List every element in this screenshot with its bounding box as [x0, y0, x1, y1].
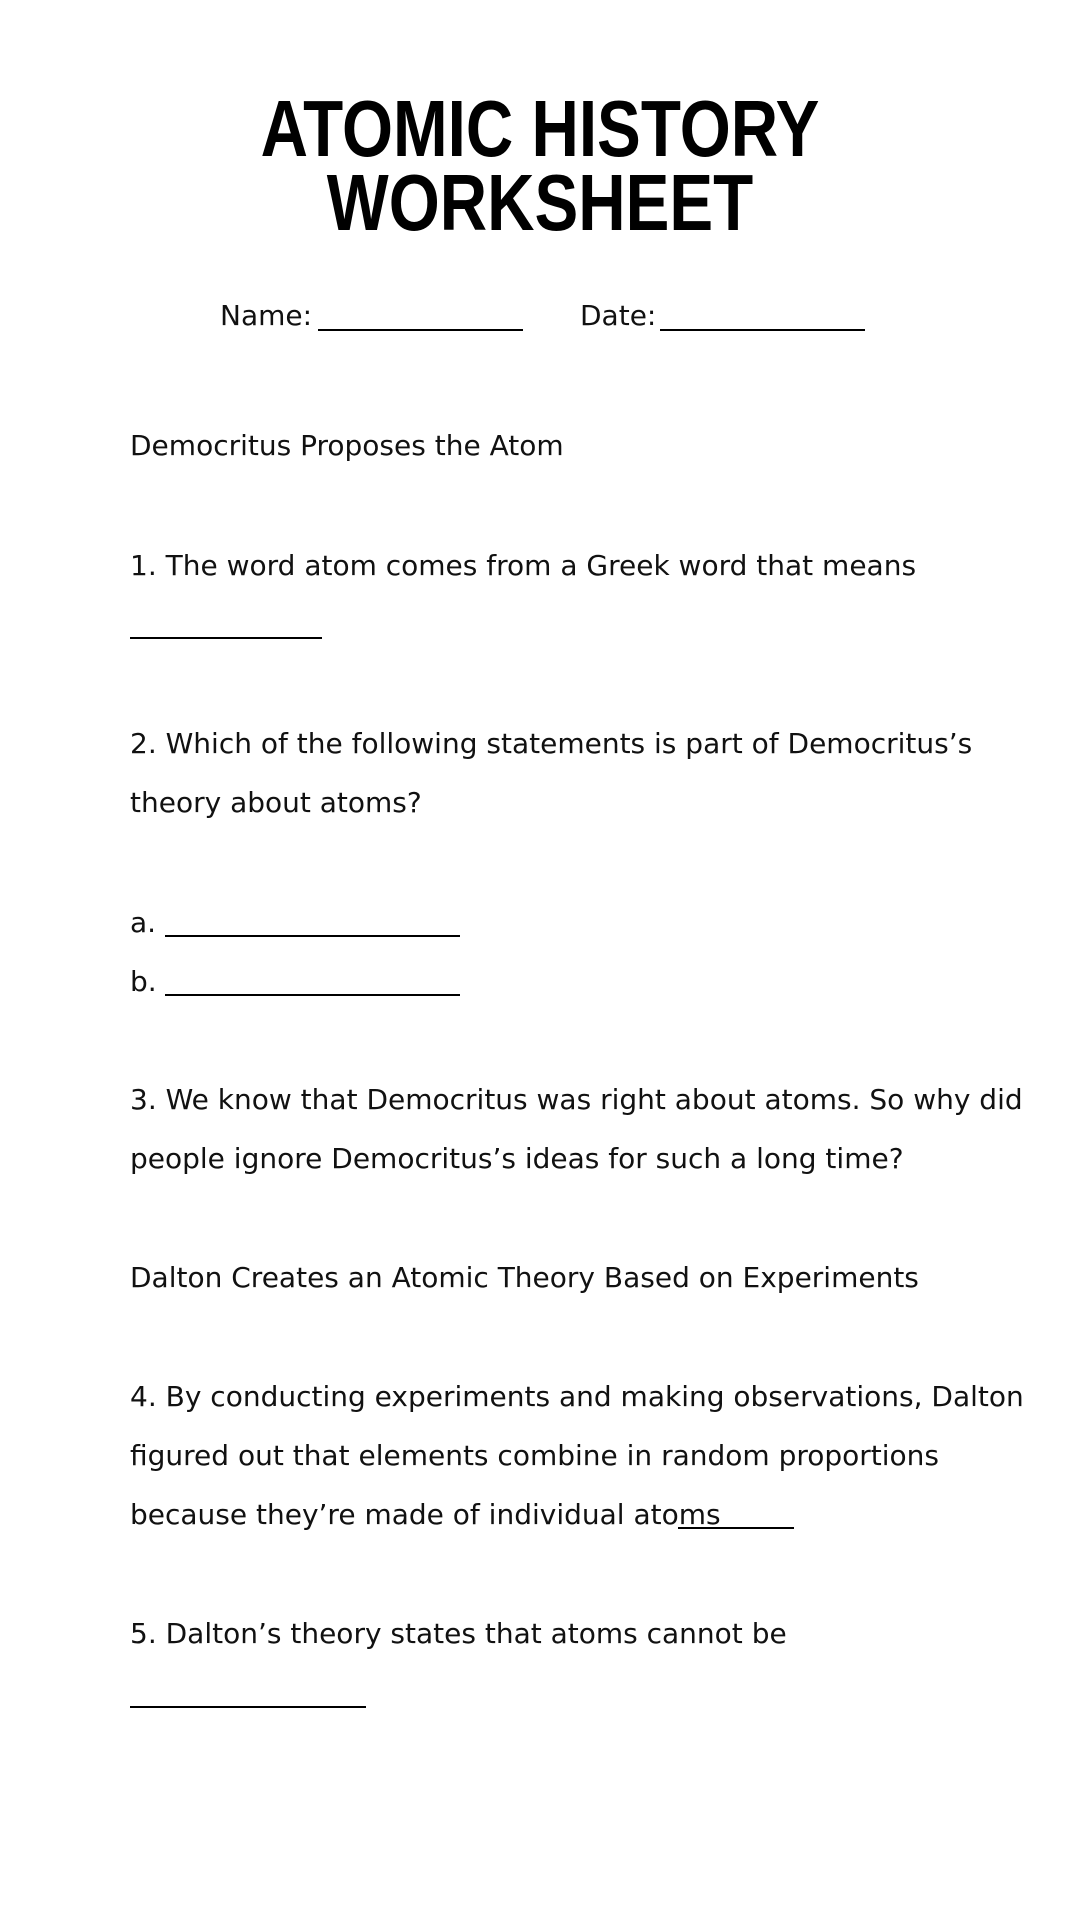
date-label: Date: — [580, 299, 657, 332]
question-2-option-a-label: a. — [130, 906, 157, 939]
title-line-2: WORKSHEET — [326, 158, 754, 247]
question-5-answer-blank[interactable] — [130, 1706, 366, 1708]
worksheet-title — [97, 84, 983, 247]
name-label: Name: — [220, 299, 313, 332]
question-2-option-a-blank[interactable] — [165, 935, 460, 937]
question-4-text-line-1: 4. By conducting experiments and making observations, Dalton — [130, 1380, 1024, 1413]
question-1-text: 1. The word atom comes from a Greek word that means — [130, 549, 917, 582]
title-line-1: ATOMIC HISTORY — [260, 84, 820, 173]
date-blank[interactable] — [660, 329, 865, 331]
question-4-text-line-2: figured out that elements combine in random proportions — [130, 1439, 940, 1472]
question-1-answer-blank[interactable] — [130, 637, 322, 639]
question-2-text-line-2: theory about atoms? — [130, 786, 422, 819]
question-4-text-line-3: because they’re made of individual atoms — [130, 1498, 721, 1531]
question-2-option-b-label: b. — [130, 965, 157, 998]
section-heading-democritus: Democritus Proposes the Atom — [130, 429, 564, 462]
name-blank[interactable] — [318, 329, 523, 331]
question-2-text-line-1: 2. Which of the following statements is part of Democritus’s — [130, 727, 973, 760]
question-5-text: 5. Dalton’s theory states that atoms cannot be — [130, 1617, 787, 1650]
question-3-text-line-1: 3. We know that Democritus was right about atoms. So why did — [130, 1083, 1023, 1116]
question-2-option-b-blank[interactable] — [165, 994, 460, 996]
section-heading-dalton: Dalton Creates an Atomic Theory Based on Experiments — [130, 1261, 919, 1294]
question-4-answer-blank[interactable] — [678, 1527, 794, 1529]
question-3-text-line-2: people ignore Democritus’s ideas for such a long time? — [130, 1142, 904, 1175]
